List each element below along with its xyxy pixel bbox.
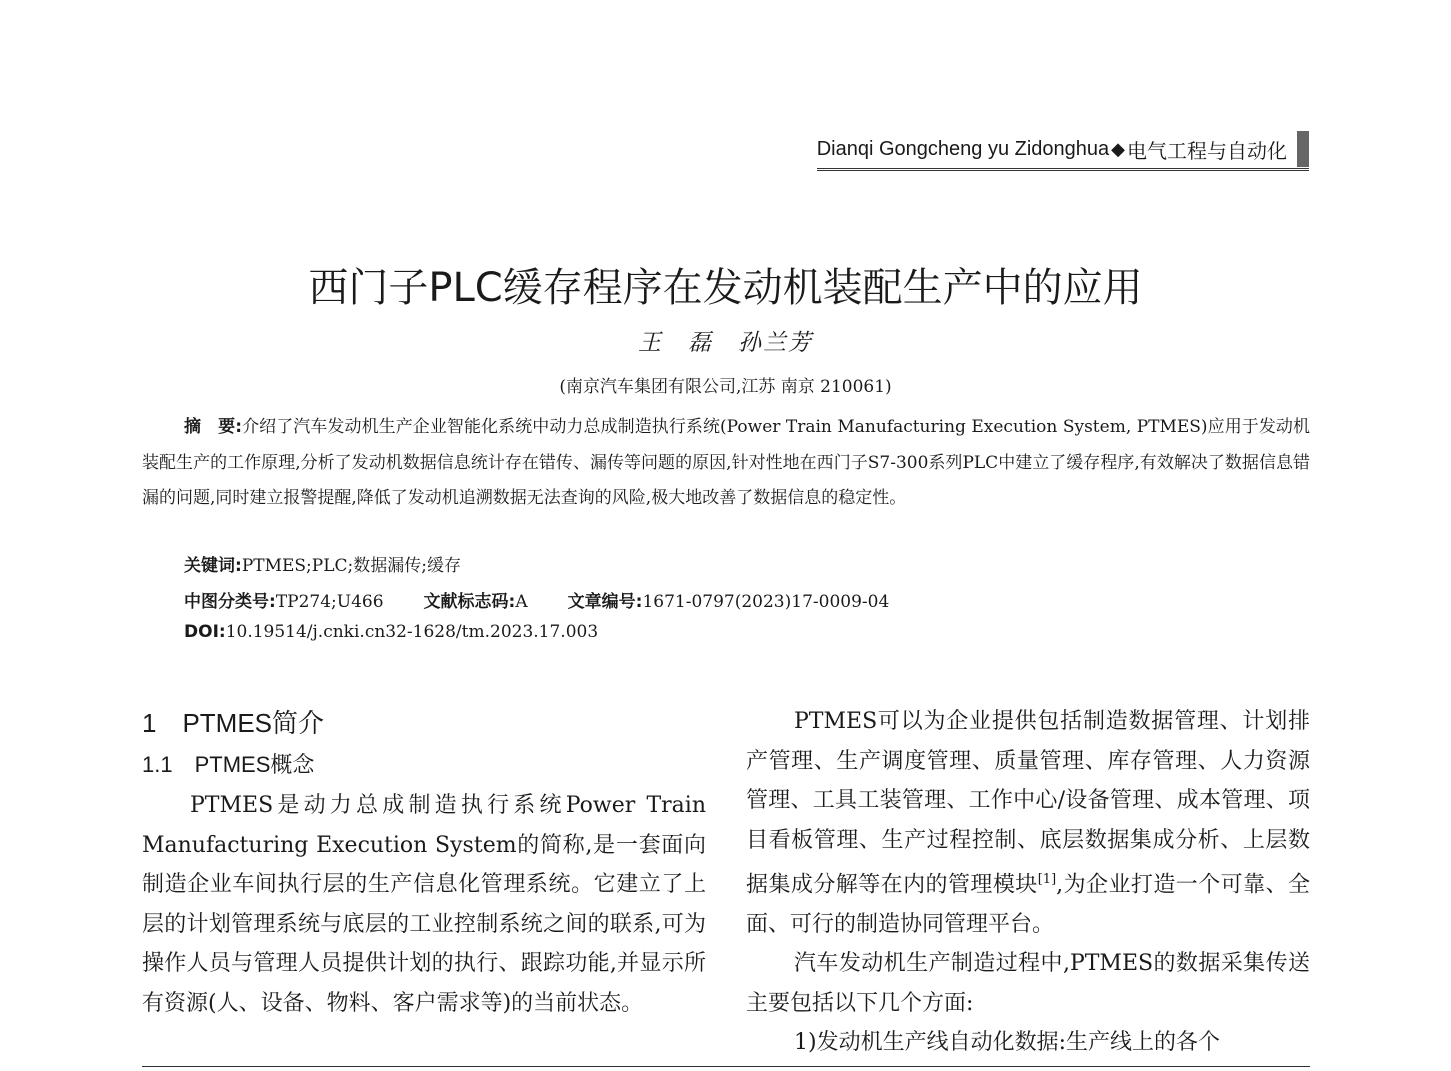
affiliation: (南京汽车集团有限公司,江苏 南京 210061) [559, 377, 892, 397]
doc-code-label: 文献标志码: [423, 592, 516, 612]
subsection-heading: 1.1 PTMES概念 [142, 752, 315, 777]
keywords-label: 关键词: [184, 556, 242, 576]
keywords-value: PTMES;PLC;数据漏传;缓存 [241, 556, 461, 576]
paper-title: 西门子PLC缓存程序在发动机装配生产中的应用 [308, 265, 1143, 311]
journal-name-cn: 电气工程与自动化 [1127, 138, 1287, 163]
doi-label: DOI: [184, 622, 226, 642]
right-column [746, 702, 1310, 1063]
clc-value: TP274;U466 [275, 592, 384, 612]
bottom-rule [142, 1066, 1310, 1067]
header-bar [1297, 131, 1309, 167]
paragraph: PTMES是动力总成制造执行系统Power Train Manufacturing Execution System的简称,是一套面向制造企业车间执行层的生产信息化管理系统。它建立了上层的计划管理系统与底层的工业控制系统之间的联系,可为操作人员与管理人员提供计划的执行、跟踪功能,并显示所有资源(人、设备、物料、客户需求等)的当前状态。 [142, 793, 706, 1016]
article-no-value: 1671-0797(2023)17-0009-04 [642, 592, 890, 612]
paragraph-text-end: ,为企业打造一个可靠、全面、可行的制造协同管理平台。 [746, 872, 1310, 937]
clc-label: 中图分类号: [184, 592, 276, 612]
journal-header [817, 130, 1309, 171]
authors: 王 磊 孙兰芳 [638, 330, 813, 356]
keywords [184, 551, 461, 576]
article-no-label: 文章编号: [567, 592, 643, 612]
left-column [142, 702, 706, 1023]
classification [184, 587, 889, 612]
journal-name-en: Dianqi Gongcheng yu Zidonghua [816, 137, 1110, 160]
abstract-label: 摘 要: [184, 417, 243, 437]
doi [184, 622, 598, 642]
paragraph: 1)发动机生产线自动化数据:生产线上的各个 [794, 1030, 1220, 1056]
abstract [142, 410, 1310, 517]
paragraph-text: PTMES可以为企业提供包括制造数据管理、计划排产管理、生产调度管理、质量管理、库存管理、人力资源管理、工具工装管理、工作中心/设备管理、成本管理、项目看板管理、生产过程控制、底层数据集成分析、上层数据集成分解等在内的管理模块 [746, 709, 1310, 898]
section-heading: 1 PTMES简介 [142, 708, 325, 738]
diamond-icon: ◆ [1111, 138, 1125, 160]
paragraph: 汽车发动机生产制造过程中,PTMES的数据采集传送主要包括以下几个方面: [746, 951, 1310, 1016]
doc-code-value: A [515, 592, 528, 612]
paragraph [746, 702, 1310, 944]
citation: [1] [1037, 872, 1057, 887]
abstract-text: 介绍了汽车发动机生产企业智能化系统中动力总成制造执行系统(Power Train Manufacturing Execution System, PTMES)应用于发动机装配生产的工作原理,分析了发动机数据信息统计存在错传、漏传等问题的原因,针对性地在西门子S7-300系列PLC中建立了缓存程序,有效解决了数据信息错漏的问题,同时建立报警提醒,降低了发动机追溯数据无法查询的风险,极大地改善了数据信息的稳定性。 [142, 417, 1310, 508]
doi-value: 10.19514/j.cnki.cn32-1628/tm.2023.17.003 [225, 622, 599, 642]
